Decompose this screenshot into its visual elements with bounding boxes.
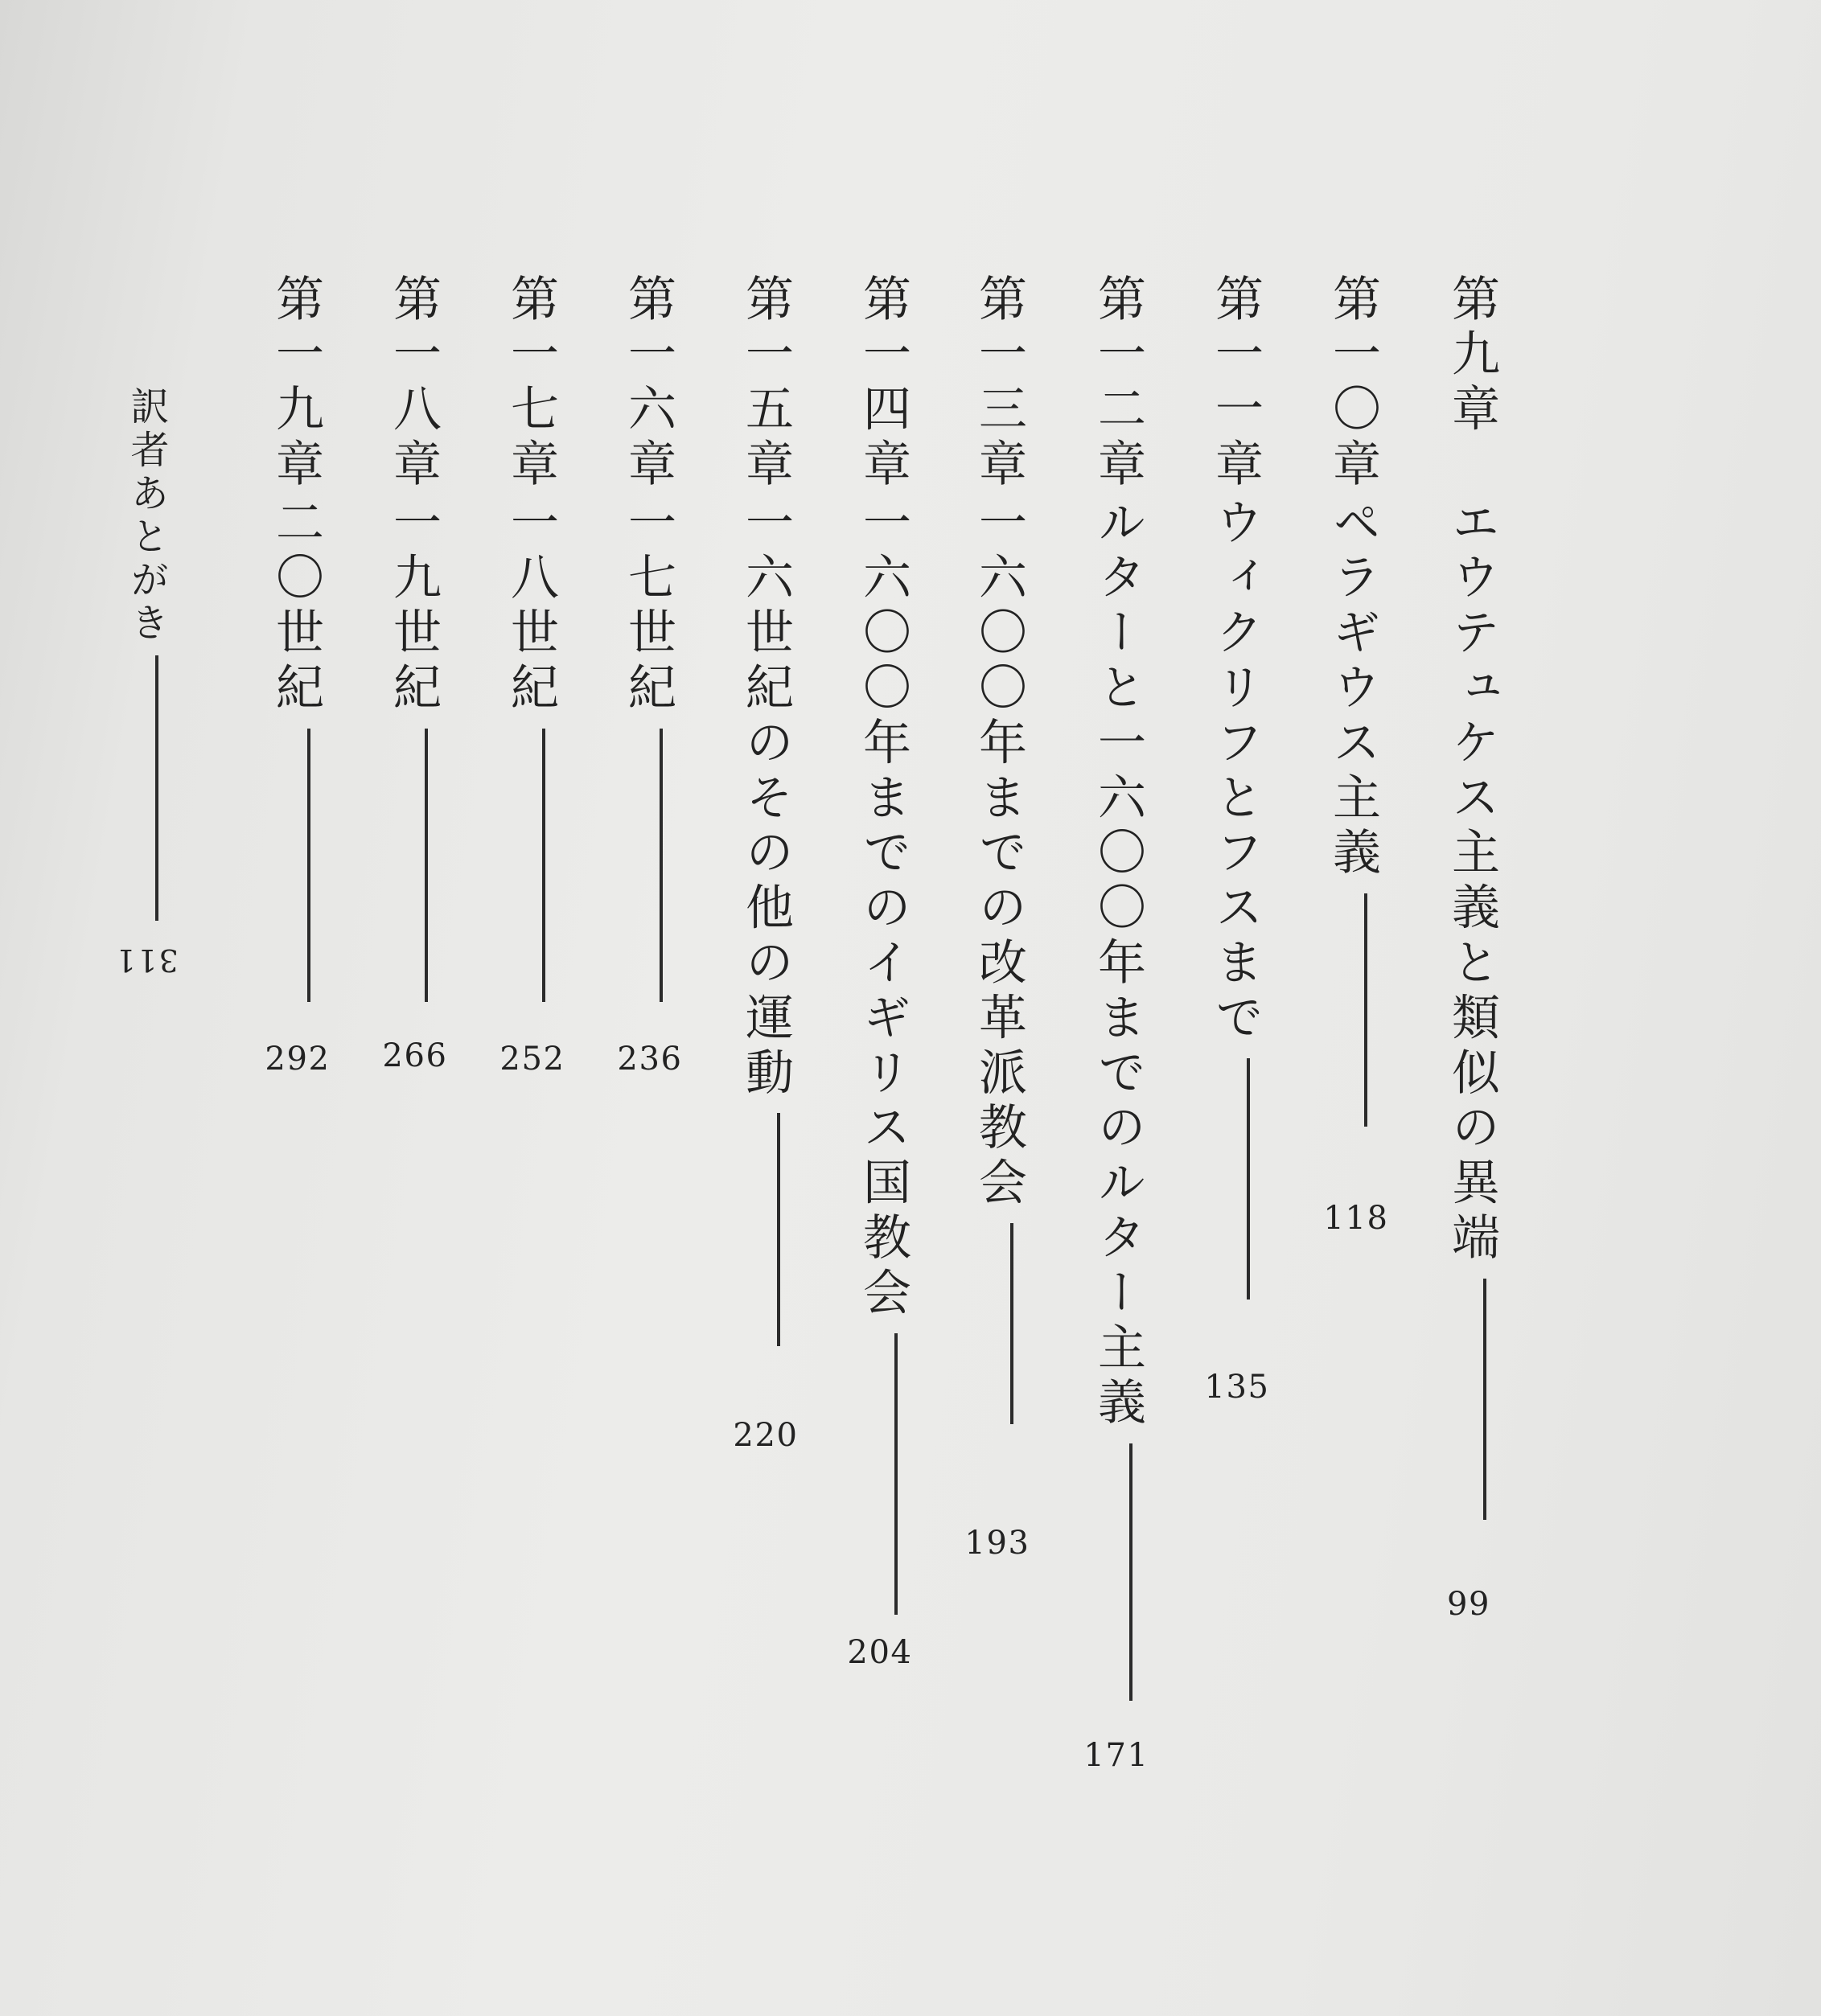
chapter-title: 一八世紀 — [503, 497, 559, 717]
leader-line — [1010, 1223, 1013, 1424]
page-number: 204 — [847, 1634, 913, 1671]
toc-entry-chapter-11 — [1207, 273, 1264, 1311]
leader-line — [542, 729, 545, 1002]
chapter-label: 第一五章 — [738, 273, 794, 494]
chapter-title: 一七世紀 — [620, 497, 676, 717]
leader-line — [155, 655, 158, 921]
afterword-page-number: 311 — [114, 942, 179, 978]
chapter-title: ルターと一六〇〇年までのルター主義 — [1090, 497, 1146, 1432]
toc-entry-chapter-17 — [503, 273, 559, 1013]
leader-line — [894, 1333, 898, 1615]
leader-line — [1129, 1443, 1132, 1701]
chapter-title: 一六〇〇年までのイギリス国教会 — [855, 497, 911, 1322]
page-number: 118 — [1323, 1200, 1389, 1237]
page-number: 252 — [499, 1041, 565, 1078]
leader-line — [660, 729, 663, 1002]
chapter-label: 第一八章 — [385, 273, 442, 494]
chapter-title: エウテュケス主義と類似の異端 — [1444, 497, 1500, 1267]
page-number: 236 — [617, 1041, 683, 1078]
chapter-label: 第一三章 — [971, 273, 1027, 494]
page-number: 193 — [964, 1525, 1030, 1562]
chapter-label: 第一〇章 — [1325, 273, 1381, 494]
page-number: 292 — [265, 1041, 331, 1078]
page-number: 171 — [1083, 1737, 1149, 1774]
toc-entry-chapter-10 — [1325, 273, 1381, 1138]
toc-entry-chapter-15 — [738, 273, 794, 1357]
toc-entry-afterword — [124, 386, 169, 930]
chapter-label: 第一一章 — [1207, 273, 1264, 494]
chapter-title: 二〇世紀 — [268, 497, 324, 717]
chapter-title: 一六世紀のその他の運動 — [738, 497, 794, 1102]
afterword-title: 訳者あとがき — [124, 386, 169, 646]
chapter-label: 第九章 — [1444, 273, 1500, 439]
toc-entry-chapter-18 — [385, 273, 442, 1013]
leader-line — [1483, 1279, 1486, 1520]
chapter-title: 一九世紀 — [385, 497, 442, 717]
chapter-title: ウィクリフとフスまで — [1207, 497, 1264, 1047]
leader-line — [425, 729, 428, 1002]
chapter-label: 第一二章 — [1090, 273, 1146, 494]
leader-line — [1247, 1058, 1250, 1300]
page-number: 220 — [733, 1417, 799, 1454]
chapter-title: 一六〇〇年までの改革派教会 — [971, 497, 1027, 1213]
toc-entry-chapter-14 — [855, 273, 911, 1626]
leader-line — [777, 1113, 780, 1346]
page-number: 135 — [1204, 1369, 1270, 1406]
toc-entry-chapter-9 — [1444, 273, 1500, 1531]
toc-entry-chapter-13 — [971, 273, 1027, 1435]
chapter-label: 第一六章 — [620, 273, 676, 494]
chapter-title: ペラギウス主義 — [1325, 497, 1381, 882]
toc-entry-chapter-16 — [620, 273, 676, 1013]
leader-line — [307, 729, 310, 1002]
toc-entry-chapter-12 — [1090, 273, 1146, 1712]
page-number: 266 — [382, 1037, 448, 1074]
page-number: 99 — [1446, 1586, 1491, 1623]
chapter-label: 第一九章 — [268, 273, 324, 494]
toc-entry-chapter-19 — [268, 273, 324, 1013]
leader-line — [1364, 893, 1367, 1127]
chapter-label: 第一七章 — [503, 273, 559, 494]
chapter-label: 第一四章 — [855, 273, 911, 494]
